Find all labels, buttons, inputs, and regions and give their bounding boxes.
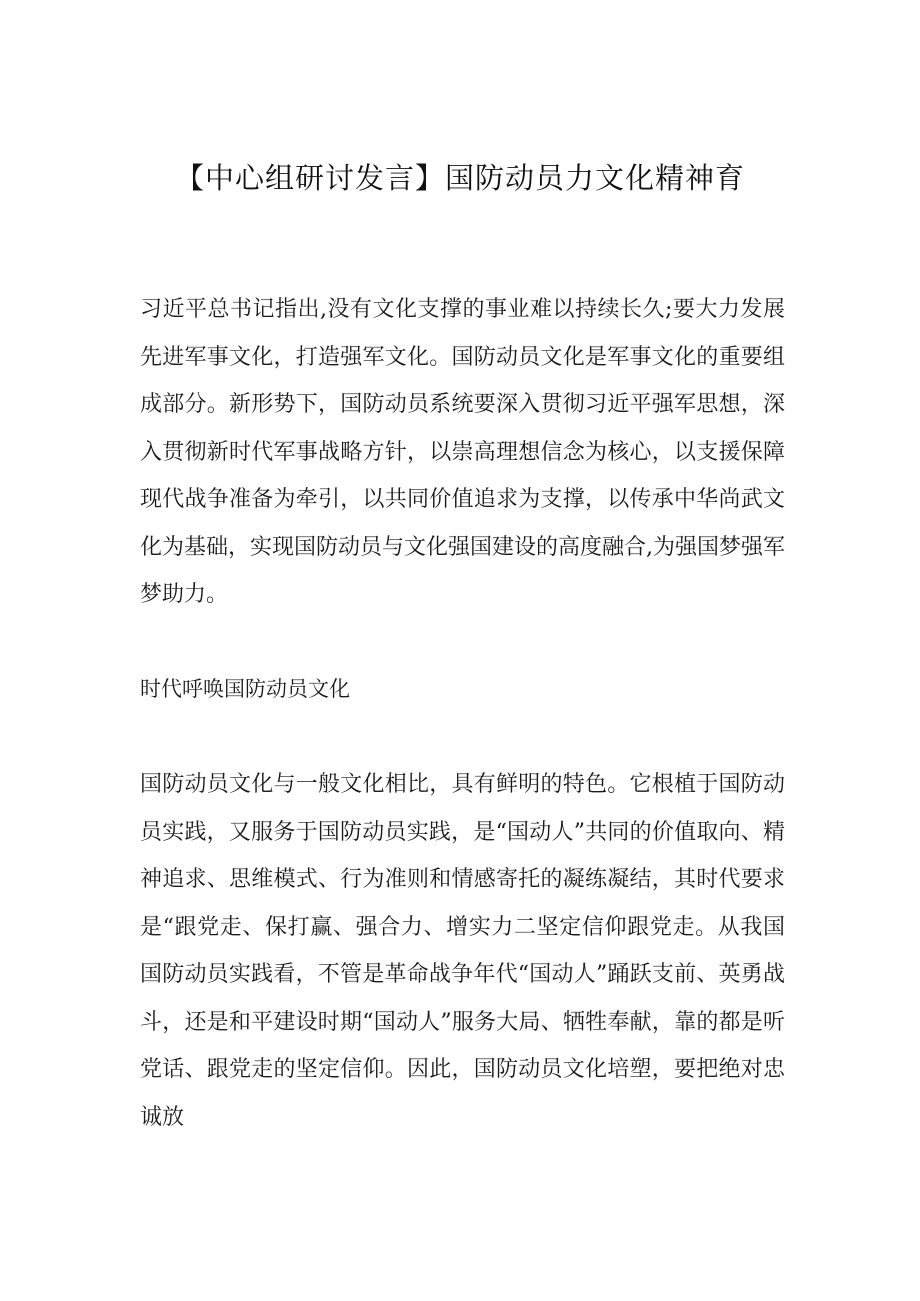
paragraph-intro: 习近平总书记指出,没有文化支撑的事业难以持续长久;要大力发展先进军事文化，打造强军文化。国防动员文化是军事文化的重要组成部分。新形势下，国防动员系统要深入贯彻习近平强军思想，深入贯彻新时代军事战略方针，以崇高理想信念为核心，以支援保障现代战争准备为牵引，以共同价值追求为支撑，以传承中华尚武文化为基础，实现国防动员与文化强国建设的高度融合,为强国梦强军梦助力。 [140,297,785,607]
document-title: 【中心组研讨发言】国防动员力文化精神育 [174,161,745,195]
section-heading: 时代呼唤国防动员文化 [140,677,350,701]
document-body [140,286,785,1189]
paragraph-culture-features: 国防动员文化与一般文化相比，具有鲜明的特色。它根植于国防动员实践，又服务于国防动员实践，是“国动人”共同的价值取向、精神追求、思维模式、行为准则和情感寄托的凝练凝结，其时代要求是“跟党走、保打赢、强合力、增实力二坚定信仰跟党走。从我国国防动员实践看，不管是革命战争年代“国动人”踊跃支前、英勇战斗，还是和平建设时期“国动人”服务大局、牺牲奉献，靠的都是听党话、跟党走的坚定信仰。因此，国防动员文化培塑，要把绝对忠诚放 [140,772,785,1130]
